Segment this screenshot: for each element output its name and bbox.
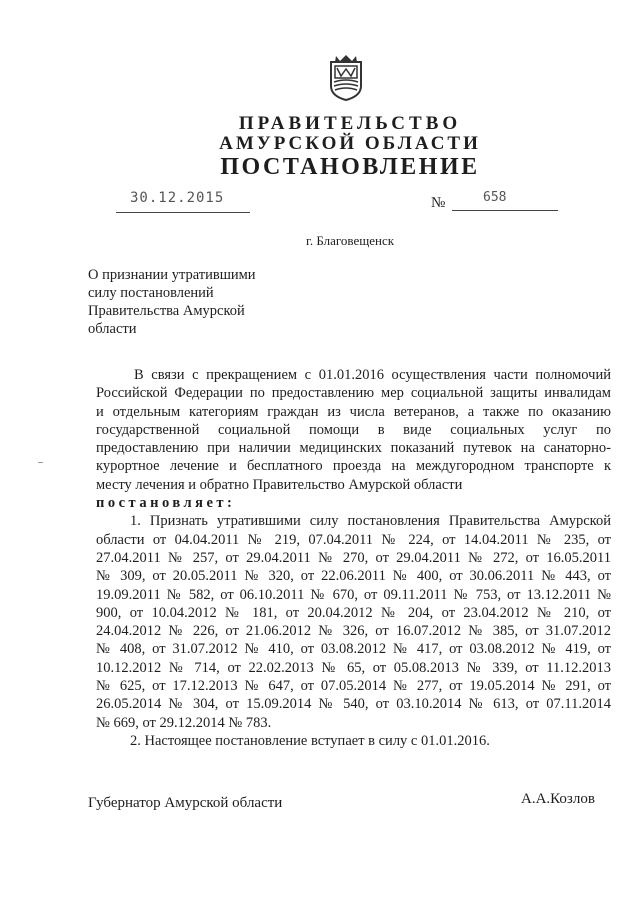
item1-line: 1. Признать утратившими силу постановления Правительства Амурской (130, 513, 611, 530)
item1-line: № 309, от 20.05.2011 № 320, от 22.06.2011 № 400, от 30.06.2011 № 443, от (96, 568, 611, 585)
amur-region-emblem-icon (327, 52, 365, 102)
preamble-line: Российской Федерации по предоставлению мер социальной защиты инвалидам (96, 385, 611, 402)
number-underline (452, 210, 558, 211)
city-name: г. Благовещенск (305, 233, 395, 248)
resolves-heading: постановляет: (96, 495, 236, 512)
number-sign: № (431, 195, 446, 211)
item1-line: № 669, от 29.12.2014 № 783. (96, 714, 272, 731)
item1-line: 27.04.2011 № 257, от 29.04.2011 № 270, от 29.04.2011 № 272, от 16.05.2011 (96, 549, 611, 566)
date-underline (116, 212, 250, 213)
item1-line: № 625, от 17.12.2013 № 647, от 07.05.2014 № 277, от 19.05.2014 № 291, от (96, 678, 611, 695)
item2-line: 2. Настоящее постановление вступает в силу с 01.01.2016. (130, 732, 490, 749)
document-body (96, 366, 611, 750)
margin-mark (38, 462, 43, 463)
subject-line: области (88, 321, 137, 337)
subject-line: силу постановлений (88, 285, 214, 301)
document-type: ПОСТАНОВЛЕНИЕ (220, 154, 480, 180)
preamble-line: предоставлению при наличии медицинских показаний путевок на санаторно- (96, 440, 611, 457)
item1-line: 10.12.2012 № 714, от 22.02.2013 № 65, от 05.08.2013 № 339, от 11.12.2013 (96, 659, 611, 676)
item1-line: 19.09.2011 № 582, от 06.10.2011 № 670, от 09.11.2011 № 753, от 13.12.2011 № (96, 586, 611, 603)
item1-line: № 408, от 31.07.2012 № 410, от 03.08.2012 № 417, от 03.08.2012 № 419, от (96, 641, 611, 658)
preamble-line: В связи с прекращением с 01.01.2016 осуществления части полномочий (134, 367, 611, 383)
document-number: 658 (483, 190, 507, 205)
item1-line: 24.04.2012 № 226, от 21.06.2012 № 326, от 16.07.2012 № 385, от 31.07.2012 (96, 623, 611, 640)
preamble-line: курортное лечение и бесплатного проезда на междугородном транспорте к (96, 458, 611, 475)
preamble-line: государственной социальной помощи в виде социальных услуг по (96, 421, 611, 438)
item1-line: 900, от 10.04.2012 № 181, от 20.04.2012 № 204, от 23.04.2012 № 210, от (96, 604, 611, 621)
organization-name: ПРАВИТЕЛЬСТВО (238, 113, 462, 134)
subject-line: О признании утратившими (88, 267, 256, 283)
document-subject (88, 266, 288, 338)
document-date: 30.12.2015 (130, 190, 225, 206)
organization-region: АМУРСКОЙ ОБЛАСТИ (219, 133, 481, 154)
signatory-position: Губернатор Амурской области (88, 795, 283, 811)
subject-line: Правительства Амурской (88, 303, 245, 319)
item1-line: области от 04.04.2011 № 219, 07.04.2011 № 224, от 14.04.2011 № 235, от (96, 531, 611, 548)
preamble-line: месту лечения и обратно Правительство Амурской области (96, 476, 463, 493)
preamble-line: и отдельным категориям граждан из числа ветеранов, а также по оказанию (96, 403, 611, 420)
item1-line: 26.05.2014 № 304, от 15.09.2014 № 540, от 03.10.2014 № 613, от 07.11.2014 (96, 696, 611, 713)
signatory-name: А.А.Козлов (521, 791, 595, 807)
